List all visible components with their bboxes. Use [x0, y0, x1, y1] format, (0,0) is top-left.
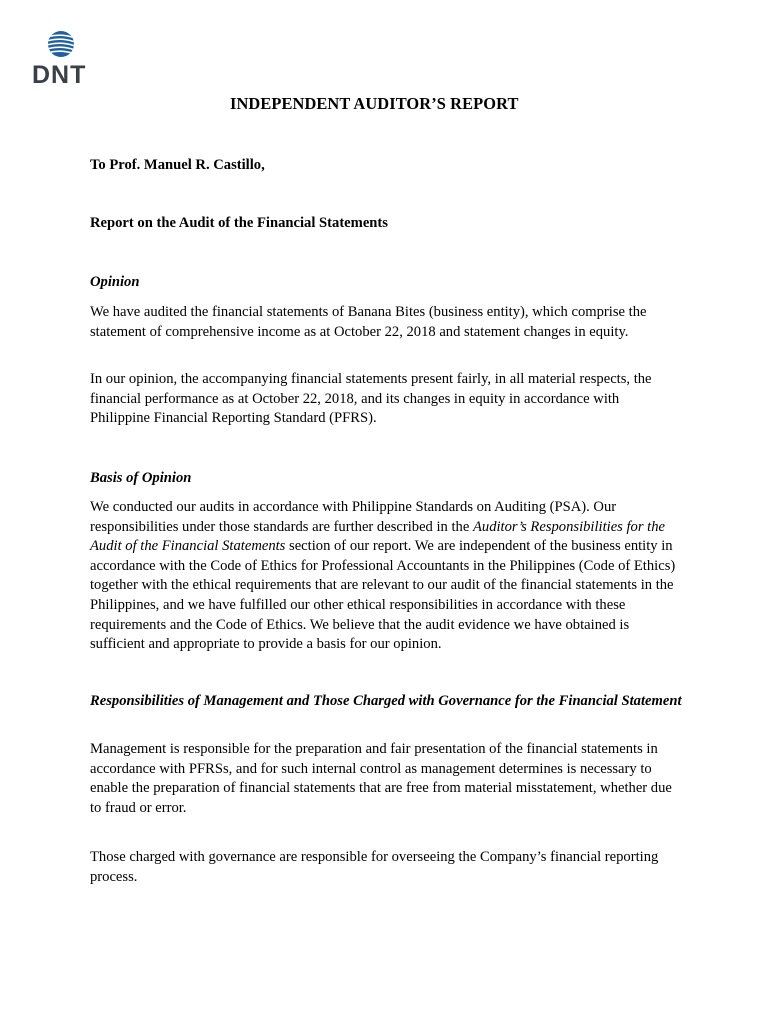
- basis-paragraph: [90, 498, 682, 655]
- opinion-paragraph-2: In our opinion, the accompanying financial statements present fairly, in all material respects, the financial performance as at October 22, 2018, and its changes in equity in accordance with Philippine Financial Reporting Standard (PFRS).: [90, 371, 652, 427]
- auditor-responsibilities-reference: Auditor’s Responsibilities for the Audit of the Financial Statements: [90, 518, 666, 555]
- addressee: To Prof. Manuel R. Castillo,: [90, 157, 265, 173]
- management-paragraph: Management is responsible for the preparation and fair presentation of the financial statements in accordance with PFRSs, and for such internal control as management determines is necessary to enable the preparation of financial statements that are free from material misstatement, whether due to fraud or error.: [90, 741, 672, 816]
- responsibilities-heading: Responsibilities of Management and Those Charged with Governance for the Financial Statement: [90, 693, 682, 709]
- basis-paragraph-part-2: section of our report. We are independent of the business entity in accordance with the Code of Ethics for Professional Accountants in the Philippines (Code of Ethics) together with the ethical requirements that are relevant to our audit of the financial statements in the Philippines, and we have fulfilled our other ethical responsibilities in accordance with these requirements and the Code of Ethics. We believe that the audit evidence we have obtained is sufficient and appropriate to provide a basis for our opinion.: [90, 538, 676, 653]
- report-heading: Report on the Audit of the Financial Statements: [90, 215, 388, 231]
- company-logo: [30, 28, 94, 90]
- basis-paragraph-part-1: We conducted our audits in accordance with Philippine Standards on Auditing (PSA). Our responsibilities under those standards are further described in the: [90, 499, 617, 535]
- governance-paragraph: Those charged with governance are responsible for overseeing the Company’s financial reporting process.: [90, 849, 659, 885]
- logo-text: DNT: [32, 61, 87, 89]
- opinion-heading: Opinion: [90, 274, 140, 290]
- globe-icon: [47, 30, 75, 58]
- basis-heading: Basis of Opinion: [90, 470, 192, 486]
- report-title: INDEPENDENT AUDITOR’S REPORT: [230, 94, 519, 113]
- opinion-paragraph-1: We have audited the financial statements of Banana Bites (business entity), which comprise the statement of comprehensive income as at October 22, 2018 and statement changes in equity.: [90, 304, 647, 340]
